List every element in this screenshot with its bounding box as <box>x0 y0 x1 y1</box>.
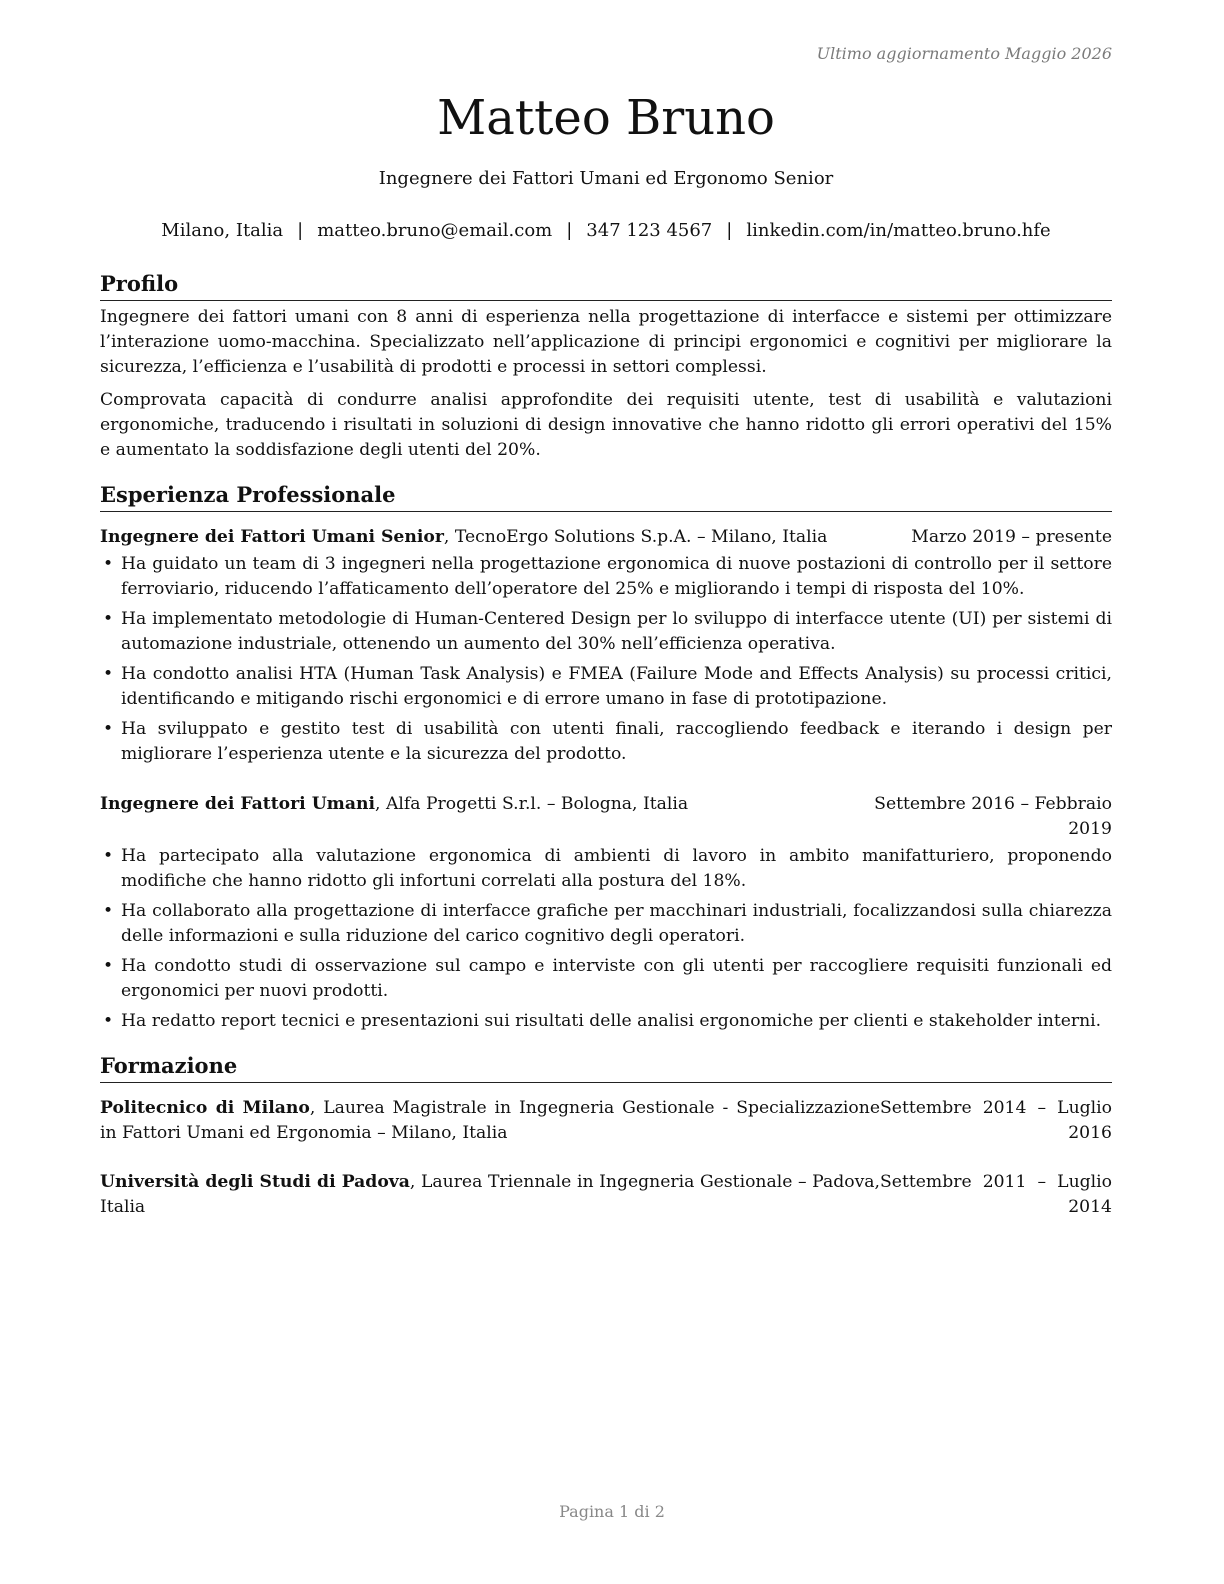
page-number: Pagina 1 di 2 <box>559 1502 665 1521</box>
bullet-icon: • <box>103 664 114 684</box>
job-company: , Alfa Progetti S.r.l. – Bologna, Italia <box>375 794 689 814</box>
job-bullets <box>100 552 1112 767</box>
bullet-icon: • <box>103 846 114 866</box>
bullet-text: Ha guidato un team di 3 ingegneri nella progettazione ergonomica di nuove postazioni di controllo per il settore ferroviario, riducendo l’affaticamento dell’operatore del 25% e migliorando i tempi di risposta del 10%. <box>121 554 1112 599</box>
bullet-text: Ha partecipato alla valutazione ergonomica di ambienti di lavoro in ambito manifatturiero, proponendo modifiche che hanno ridotto gli infortuni correlati alla postura del 18%. <box>121 846 1112 891</box>
bullet-text: Ha sviluppato e gestito test di usabilità con utenti finali, raccogliendo feedback e iterando i design per migliorare l’esperienza utente e la sicurezza del prodotto. <box>121 719 1112 764</box>
education-dates-line: Settembre 2011 – Luglio <box>880 1172 1112 1192</box>
bullet-text: Ha implementato metodologie di Human-Centered Design per lo sviluppo di interfacce utente (UI) per sistemi di automazione industriale, ottenendo un aumento del 30% nell’efficienza operativa. <box>121 609 1112 654</box>
contact-separator: | <box>566 220 573 241</box>
education-dates <box>880 1170 1112 1220</box>
education-section <box>100 1052 1112 1220</box>
education-detail: , Laurea Triennale in Ingegneria Gestionale – Padova, Italia <box>100 1172 880 1217</box>
job-bullets <box>100 844 1112 1034</box>
list-item <box>100 717 1112 767</box>
last-updated: Ultimo aggiornamento Maggio 2026 <box>816 44 1112 63</box>
resume-page <box>100 0 1112 1584</box>
job-title: Ingegnere dei Fattori Umani Senior <box>100 527 444 547</box>
profile-section <box>100 270 1112 463</box>
list-item <box>100 899 1112 949</box>
contact-line <box>100 219 1112 243</box>
bullet-icon: • <box>103 554 114 574</box>
list-item <box>100 844 1112 894</box>
candidate-role: Ingegnere dei Fattori Umani ed Ergonomo Senior <box>378 168 834 189</box>
job-entry <box>100 779 1112 1034</box>
resume-body <box>100 270 1112 1238</box>
education-dates <box>880 1096 1112 1146</box>
education-dates-line: Settembre 2014 – Luglio <box>880 1098 1112 1118</box>
education-school: Politecnico di Milano <box>100 1098 310 1118</box>
bullet-text: Ha condotto studi di osservazione sul campo e interviste con gli utenti per raccogliere requisiti funzionali ed ergonomici per nuovi prodotti. <box>121 956 1112 1001</box>
contact-email[interactable]: matteo.bruno@email.com <box>317 220 553 241</box>
experience-section <box>100 481 1112 1034</box>
education-dates-year: 2016 <box>1068 1123 1112 1143</box>
bullet-icon: • <box>103 719 114 739</box>
contact-location: Milano, Italia <box>161 220 284 241</box>
list-item <box>100 954 1112 1004</box>
bullet-text: Ha redatto report tecnici e presentazioni sui risultati delle analisi ergonomiche per clienti e stakeholder interni. <box>121 1011 1102 1031</box>
contact-linkedin[interactable]: linkedin.com/in/matteo.bruno.hfe <box>746 220 1051 241</box>
section-title-profile: Profilo <box>100 270 1112 301</box>
list-item <box>100 662 1112 712</box>
education-heading <box>100 1096 880 1146</box>
list-item <box>100 552 1112 602</box>
education-heading <box>100 1170 880 1220</box>
job-dates: Settembre 2016 – Febbraio 2019 <box>874 794 1112 839</box>
job-entry <box>100 512 1112 767</box>
job-dates: Marzo 2019 – presente <box>911 527 1112 547</box>
profile-paragraph: Comprovata capacità di condurre analisi approfondite dei requisiti utente, test di usabilità e valutazioni ergonomiche, traducendo i risultati in soluzioni di design innovative che hanno ridotto gli errori operativi del 15% e aumentato la soddisfazione degli utenti del 20%. <box>100 390 1112 460</box>
job-header <box>100 779 1112 842</box>
job-header <box>100 512 1112 550</box>
section-title-education: Formazione <box>100 1052 1112 1083</box>
list-item <box>100 607 1112 657</box>
bullet-icon: • <box>103 956 114 976</box>
education-entry <box>100 1083 1112 1146</box>
bullet-text: Ha condotto analisi HTA (Human Task Analysis) e FMEA (Failure Mode and Effects Analysis) su processi critici, identificando e mitigando rischi ergonomici e di errore umano in fase di prototipazione. <box>121 664 1112 709</box>
bullet-icon: • <box>103 901 114 921</box>
candidate-name: Matteo Bruno <box>437 90 775 146</box>
contact-separator: | <box>726 220 733 241</box>
contact-phone: 347 123 4567 <box>586 220 713 241</box>
education-dates-year: 2014 <box>1068 1197 1112 1217</box>
profile-paragraph: Ingegnere dei fattori umani con 8 anni di esperienza nella progettazione di interfacce e sistemi per ottimizzare l’interazione uomo-macchina. Specializzato nell’applicazione di principi ergonomici e cognitivi per migliorare la sicurezza, l’efficienza e l’usabilità di prodotti e processi in settori complessi. <box>100 307 1112 377</box>
list-item <box>100 1009 1112 1034</box>
bullet-text: Ha collaborato alla progettazione di interfacce grafiche per macchinari industriali, focalizzandosi sulla chiarezza delle informazioni e sulla riduzione del carico cognitivo degli operatori. <box>121 901 1112 946</box>
job-heading <box>100 525 895 550</box>
bullet-icon: • <box>103 609 114 629</box>
job-title: Ingegnere dei Fattori Umani <box>100 794 376 814</box>
contact-separator: | <box>297 220 304 241</box>
job-company: , TecnoErgo Solutions S.p.A. – Milano, Italia <box>443 527 828 547</box>
job-heading <box>100 792 856 817</box>
bullet-icon: • <box>103 1011 114 1031</box>
education-school: Università degli Studi di Padova <box>100 1172 410 1192</box>
education-entry <box>100 1146 1112 1220</box>
section-title-experience: Esperienza Professionale <box>100 481 1112 512</box>
education-detail: , Laurea Magistrale in Ingegneria Gestionale - Specializzazione in Fattori Umani ed Ergonomia – Milano, Italia <box>100 1098 881 1143</box>
